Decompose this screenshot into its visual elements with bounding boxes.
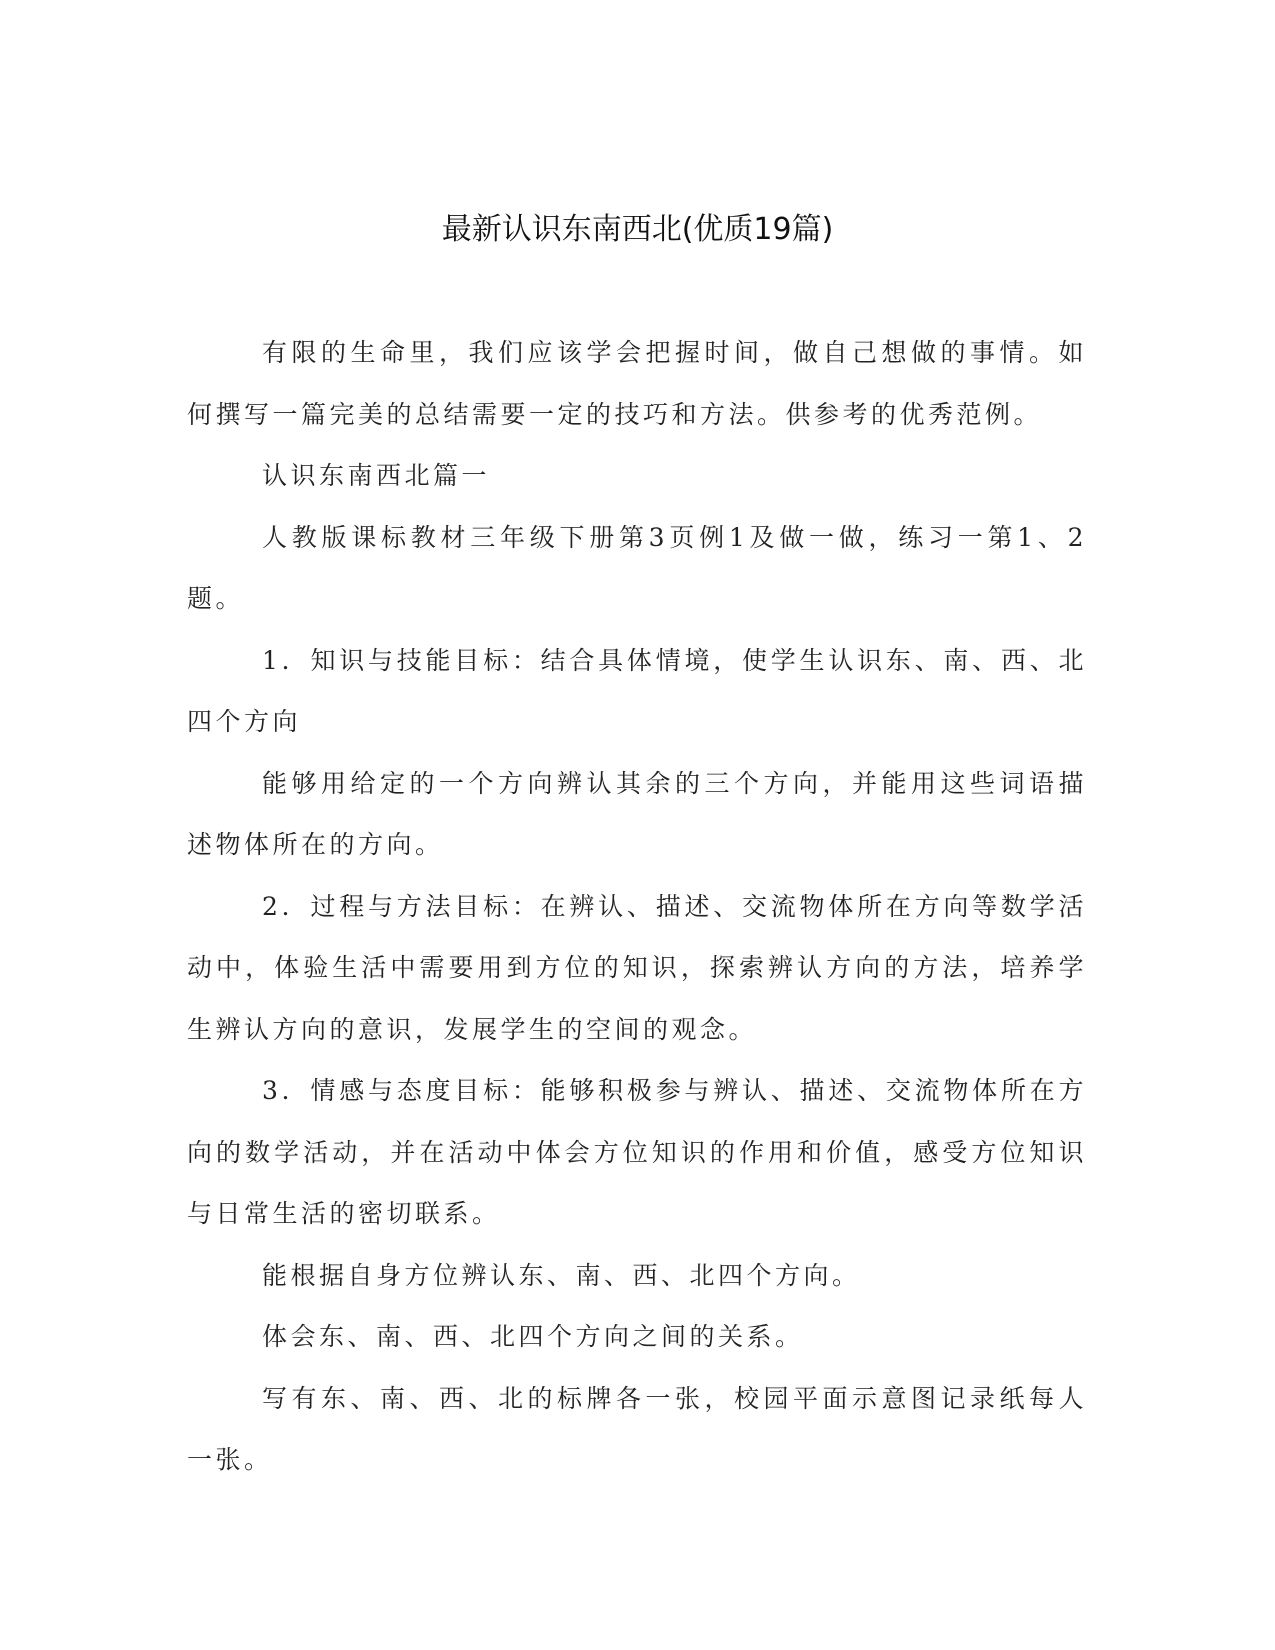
paragraph-difficulty: 体会东、南、西、北四个方向之间的关系。 — [262, 1322, 804, 1351]
document-body — [187, 322, 1087, 1491]
document-title: 最新认识东南西北(优质19篇) — [441, 212, 834, 247]
paragraph-goal-1-detail: 能够用给定的一个方向辨认其余的三个方向，并能用这些词语描述物体所在的方向。 — [187, 768, 1087, 859]
paragraph-goal-1: 1．知识与技能目标：结合具体情境，使学生认识东、南、西、北四个方向 — [187, 645, 1087, 736]
paragraph-goal-3: 3．情感与态度目标：能够积极参与辨认、描述、交流物体所在方向的数学活动，并在活动中体会方位知识的作用和价值，感受方位知识与日常生活的密切联系。 — [187, 1076, 1087, 1228]
paragraph-section-heading: 认识东南西北篇一 — [262, 461, 491, 490]
paragraph-textbook: 人教版课标教材三年级下册第3页例1及做一做，练习一第1、2题。 — [187, 522, 1087, 613]
paragraph-key-point: 能根据自身方位辨认东、南、西、北四个方向。 — [262, 1260, 861, 1290]
paragraph-goal-2: 2．过程与方法目标：在辨认、描述、交流物体所在方向等数学活动中，体验生活中需要用到方位的知识，探索辨认方向的方法，培养学生辨认方向的意识，发展学生的空间的观念。 — [187, 891, 1087, 1044]
paragraph-intro: 有限的生命里，我们应该学会把握时间，做自己想做的事情。如何撰写一篇完美的总结需要一定的技巧和方法。供参考的优秀范例。 — [187, 338, 1087, 429]
paragraph-materials: 写有东、南、西、北的标牌各一张，校园平面示意图记录纸每人一张。 — [187, 1383, 1087, 1474]
